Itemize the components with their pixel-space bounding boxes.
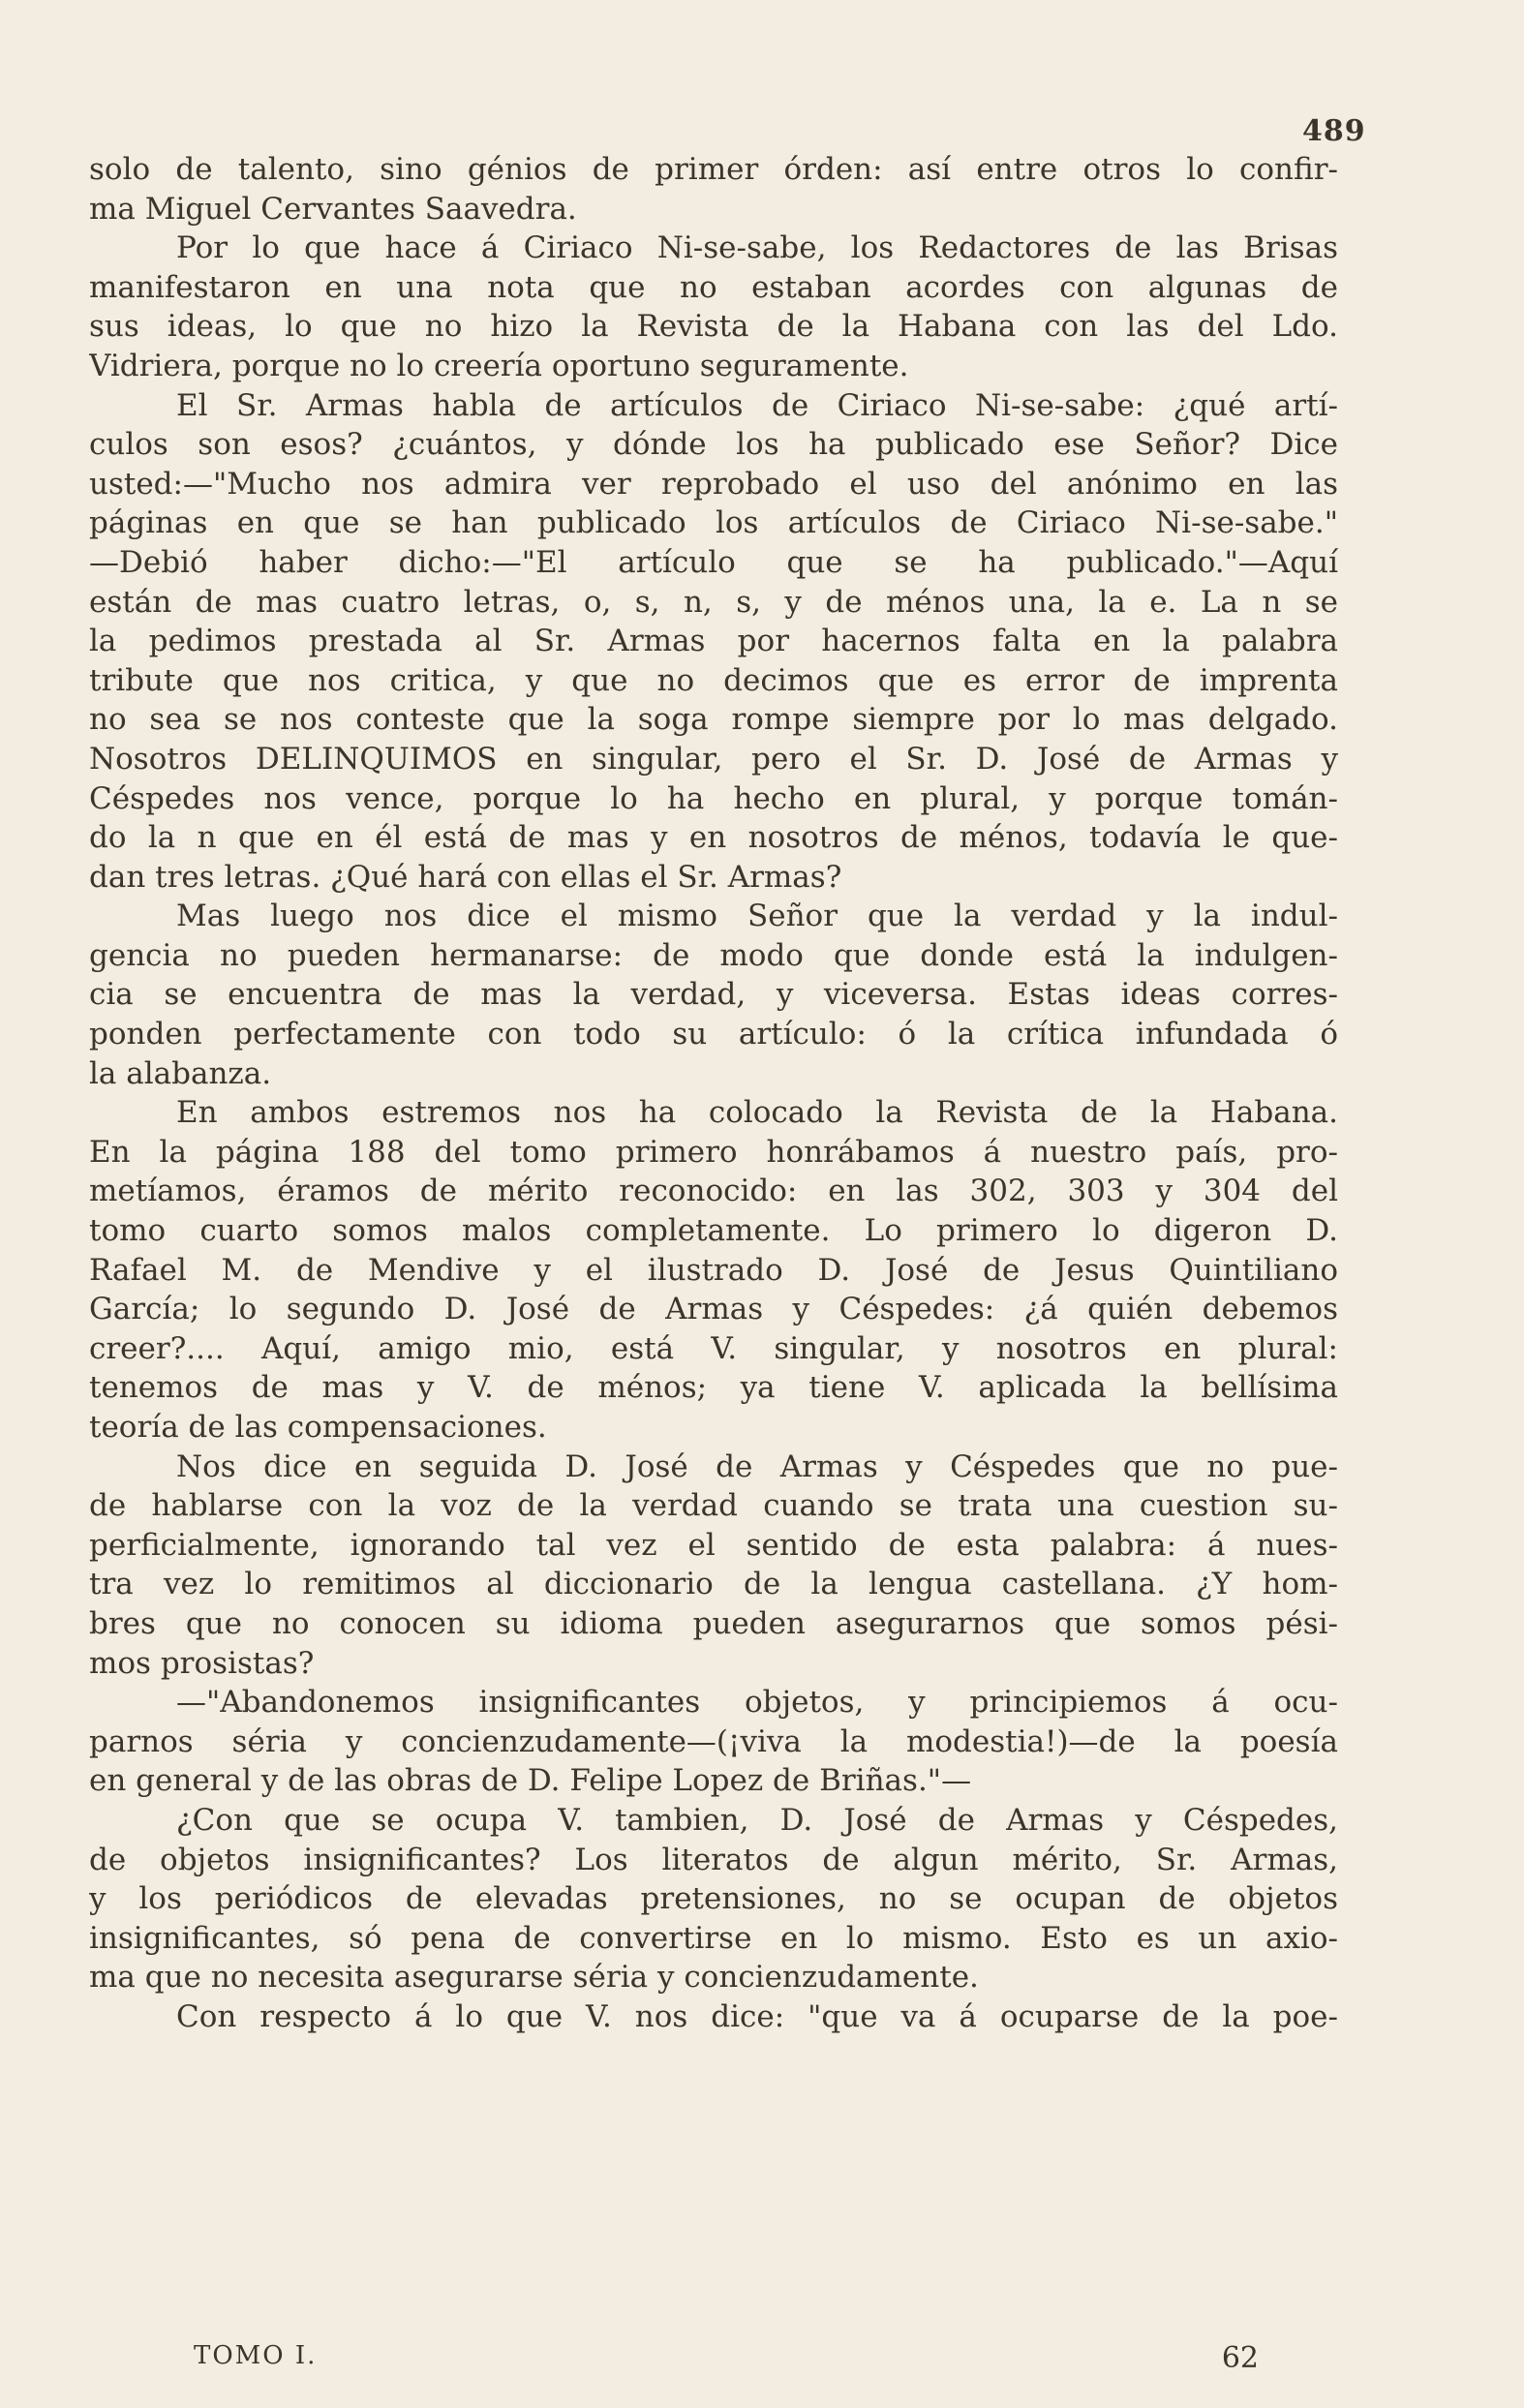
text-line: ponden perfectamente con todo su artículo: ó la crítica infundada ó [89,1017,1338,1052]
text-line: bres que no conocen su idioma pueden asegurarnos que somos pési- [89,1605,1338,1641]
text-line: Con respecto á lo que V. nos dice: "que va á ocuparse de la poe- [176,1998,1338,2034]
text-line: Mas luego nos dice el mismo Señor que la verdad y la indul- [176,899,1338,934]
text-line: metíamos, éramos de mérito reconocido: en las 302, 303 y 304 del [89,1174,1338,1209]
text-line: Por lo que hace á Ciriaco Ni-se-sabe, los Redactores de las Brisas [176,230,1338,266]
text-line: y los periódicos de elevadas pretensiones, no se ocupan de objetos [89,1881,1338,1917]
text-line: tomo cuarto somos malos completamente. Lo primero lo digeron D. [89,1213,1338,1249]
text-line: En la página 188 del tomo primero honrábamos á nuestro país, pro- [89,1134,1338,1170]
text-line: la pedimos prestada al Sr. Armas por hacernos falta en la palabra [89,624,1338,659]
text-line: en general y de las obras de D. Felipe Lopez de Briñas."— [89,1763,972,1799]
text-line: la alabanza. [89,1055,272,1091]
page-number: 489 [1302,114,1366,148]
text-line: solo de talento, sino génios de primer órden: así entre otros lo confir- [89,152,1338,187]
text-line: mos prosistas? [89,1645,315,1681]
text-line: cia se encuentra de mas la verdad, y viceversa. Estas ideas corres- [89,977,1338,1013]
text-line: Vidriera, porque no lo creería oportuno seguramente. [89,348,909,383]
text-line: páginas en que se han publicado los artículos de Ciriaco Ni-se-sabe." [89,505,1338,541]
text-line: García; lo segundo D. José de Armas y Céspedes: ¿á quién debemos [89,1292,1338,1327]
text-line: ¿Con que se ocupa V. tambien, D. José de Armas y Céspedes, [176,1802,1338,1838]
signature-mark: 62 [1221,2341,1259,2375]
text-line: insignificantes, só pena de convertirse en lo mismo. Esto es un axio- [89,1920,1338,1956]
text-line: Nos dice en seguida D. José de Armas y Céspedes que no pue- [176,1448,1338,1484]
text-line: manifestaron en una nota que no estaban acordes con algunas de [89,269,1338,305]
text-line: tribute que nos critica, y que no decimos que es error de imprenta [89,662,1338,698]
text-line: En ambos estremos nos ha colocado la Revista de la Habana. [176,1095,1338,1131]
text-line: teoría de las compensaciones. [89,1410,547,1445]
text-line: culos son esos? ¿cuántos, y dónde los ha publicado ese Señor? Dice [89,427,1338,463]
text-line: de objetos insignificantes? Los literatos de algun mérito, Sr. Armas, [89,1842,1338,1877]
text-line: sus ideas, lo que no hizo la Revista de la Habana con las del Ldo. [89,309,1338,345]
text-line: gencia no pueden hermanarse: de modo que donde está la indulgen- [89,937,1338,973]
text-line: —"Abandonemos insignificantes objetos, y principiemos á ocu- [176,1685,1338,1721]
text-line: —Debió haber dicho:—"El artículo que se ha publicado."—Aquí [89,544,1338,580]
text-line: tenemos de mas y V. de ménos; ya tiene V. aplicada la bellísima [89,1370,1338,1406]
text-line: perficialmente, ignorando tal vez el sentido de esta palabra: á nues- [89,1527,1338,1563]
text-line: dan tres letras. ¿Qué hará con ellas el Sr. Armas? [89,859,842,895]
text-line: parnos séria y concienzudamente—(¡viva la modestia!)—de la poesía [89,1723,1338,1759]
volume-label: TOMO I. [194,2341,318,2370]
text-line: usted:—"Mucho nos admira ver reprobado el uso del anónimo en las [89,466,1338,502]
text-line: El Sr. Armas habla de artículos de Ciriaco Ni-se-sabe: ¿qué artí- [176,387,1338,423]
text-line: tra vez lo remitimos al diccionario de la lengua castellana. ¿Y hom- [89,1567,1338,1602]
text-line: Céspedes nos vence, porque lo ha hecho en plural, y porque tomán- [89,780,1338,816]
text-line: están de mas cuatro letras, o, s, n, s, y de ménos una, la e. La n se [89,584,1338,620]
text-line: do la n que en él está de mas y en nosotros de ménos, todavía le que- [89,820,1338,856]
text-line: ma Miguel Cervantes Saavedra. [89,191,577,227]
text-line: no sea se nos conteste que la soga rompe siempre por lo mas delgado. [89,702,1338,738]
text-line: Rafael M. de Mendive y el ilustrado D. José de Jesus Quintiliano [89,1252,1338,1288]
text-line: Nosotros DELINQUIMOS en singular, pero el Sr. D. José de Armas y [89,741,1338,777]
text-line: de hablarse con la voz de la verdad cuando se trata una cuestion su- [89,1488,1338,1524]
body-text [89,150,1338,2037]
text-line: ma que no necesita asegurarse séria y concienzudamente. [89,1960,979,1996]
text-line: creer?.... Aquí, amigo mio, está V. singular, y nosotros en plural: [89,1330,1338,1366]
